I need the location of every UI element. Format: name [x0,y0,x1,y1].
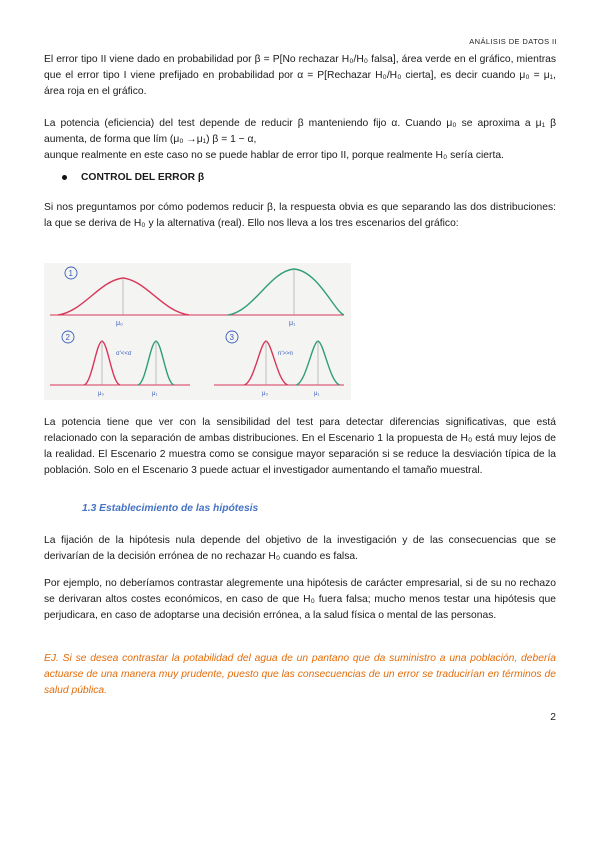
text-line: desviación típica de la población. Solo en el Escenario 3 puede actuar el investigador aumentando el [44,449,556,476]
text-line: La potencia (eficiencia) del test depende de reducir β manteniendo fijo α. Cuando μ₀ se aproxima a μ₁ β [44,118,556,129]
paragraph-ejemplo-empresarial [44,576,556,624]
text-line: EJ. Si se desea contrastar la potabilidad del agua de un pantano que da suministro a una población, [44,653,518,664]
text-line: gráfico: [424,218,459,229]
section-heading: 1.3 Establecimiento de las hipótesis [82,503,259,514]
scenarios-sketch [44,263,351,400]
paragraph-potencia [44,116,556,164]
paragraph-error-tipo-ii [44,52,556,100]
text-line: distribuciones: la que se deriva de H₀ y la alternativa (real). Ello nos lleva a los tres escenarios del [44,202,556,229]
mu0-label: μ₀ [262,391,268,397]
text-line: relacionado con la separación de ambas distribuciones. En el Escenario 1 la propuesta de H₀ está muy [44,433,518,444]
text-line: tamaño muestral. [402,465,483,476]
text-line: cuando μ₀ = μ₁, área roja en el gráfico. [44,70,556,97]
mu0-label: μ₀ [98,391,104,397]
mu1-label: μ₁ [289,320,296,327]
text-line: aumenta, de forma que lím (μ₀ →μ₁) β = 1 − α, [44,134,257,145]
text-line: mientras que el error tipo I viene prefijado en probabilidad por α = P[Rechazar H₀/H₀ cierta], es decir [44,54,556,81]
text-line: El error tipo II viene dado en probabilidad por β = P[No rechazar H₀/H₀ falsa], área verde en el gráfico, [44,54,514,65]
scenario-2-note: σ'<<σ [116,351,132,357]
scenario-1-label: 1 [68,269,73,278]
page-number: 2 [550,712,556,723]
text-line: La fijación de la hipótesis nula depende del objetivo de la investigación y de las consecuencias que se [44,535,556,546]
h1-curve [228,269,344,315]
scenario-2-label: 2 [65,333,70,342]
paragraph-hipotesis-nula [44,533,556,565]
bullet-heading [62,172,204,183]
text-line: Por ejemplo, no deberíamos contrastar alegremente una hipótesis de carácter empresarial, si de su no [44,578,517,589]
mu1-label: μ₁ [152,391,158,397]
mu1-label: μ₁ [314,391,320,397]
text-line: debería actuarse de una manera muy prudente, puesto que las consecuencias de un error se traducirían [44,653,556,680]
text-line: en términos de salud pública. [44,669,556,696]
paragraph-reducir-beta [44,200,556,232]
text-line: aunque realmente en este caso no se puede hablar de error tipo II, porque realmente H₀ sería cierta. [44,150,504,161]
text-line: hipótesis que perjudicara, en caso de adoptarse una decisión errónea, a la salud física o mental de las [44,594,556,621]
text-line: lejos de la realidad. El Escenario 2 muestra como se consigue mayor separación si se reduce la [44,433,556,460]
text-line: derivarían de la decisión errónea de no rechazar H₀ cuando es falsa. [44,551,358,562]
scenario-3-label: 3 [229,333,234,342]
text-line: rechazo se derivaran altos costes económicos, en caso de que H₀ fuera falsa; mucho menos testar una [44,578,556,605]
bullet-heading-text: CONTROL DEL ERROR β [81,172,205,183]
running-header: ANÁLISIS DE DATOS II [469,37,557,46]
bullet-icon [62,175,67,180]
paragraph-escenarios [44,415,556,479]
scenario-3-note: n'>>n [278,351,293,357]
text-line: personas. [451,610,497,621]
text-line: La potencia tiene que ver con la sensibilidad del test para detectar diferencias significativas, que está [44,417,556,428]
h0-curve [58,278,189,315]
scenarios-figure [44,263,351,400]
mu0-label: μ₀ [116,320,123,327]
text-line: Si nos preguntamos por cómo podemos reducir β, la respuesta obvia es que separando las dos [44,202,487,213]
example-paragraph [44,651,556,699]
